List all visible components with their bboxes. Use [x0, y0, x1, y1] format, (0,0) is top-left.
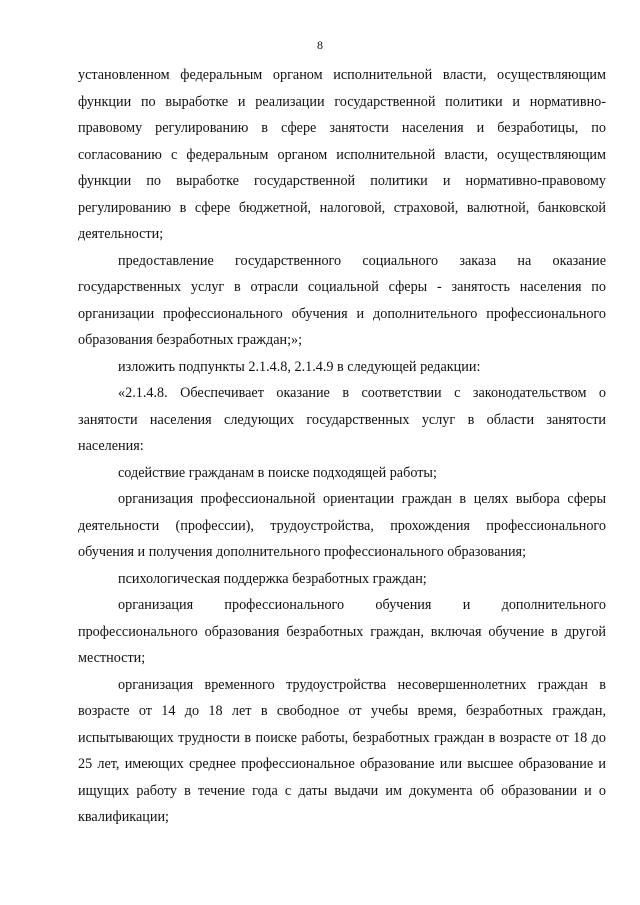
- paragraph-job-search-assistance: содействие гражданам в поиске подходящей работы;: [118, 464, 437, 481]
- paragraph-state-social-order: предоставление государственного социального заказа на оказание государственных услуг в отрасли социальной сферы - занятость населения по организации профессионального обучения и дополнительного профессионального образования безработных граждан;»;: [78, 252, 606, 348]
- paragraph-professional-training: организация профессионального обучения и дополнительного профессионального образования безработных граждан, включая обучение в другой местности;: [78, 597, 606, 666]
- document-body: [78, 62, 606, 831]
- page-number: 8: [317, 38, 323, 52]
- paragraph-professional-orientation: организация профессиональной ориентации граждан в целях выбора сферы деятельности (профессии), трудоустройства, прохождения профессионального обучения и получения дополнительного профессионального образования;: [78, 491, 606, 560]
- paragraph-subclause-2-1-4-8: «2.1.4.8. Обеспечивает оказание в соответствии с законодательством о занятости населения следующих государственных услуг в области занятости населения:: [78, 385, 606, 454]
- paragraph-continuation: установленном федеральным органом исполнительной власти, осуществляющим функции по выработке и реализации государственной политики и нормативно-правовому регулированию в сфере занятости населения и безработицы, по согласованию с федеральным органом исполнительной власти, осуществляющим функции по выработке государственной политики и нормативно-правовому регулированию в сфере бюджетной, налоговой, страховой, валютной, банковской деятельности;: [78, 67, 606, 242]
- paragraph-temporary-employment: организация временного трудоустройства несовершеннолетних граждан в возрасте от 14 до 18 лет в свободное от учебы время, безработных граждан, испытывающих трудности в поиске работы, безработных граждан в возрасте от 18 до 25 лет, имеющих среднее профессиональное образование или высшее образование и ищущих работу в течение года с даты выдачи им документа об образовании и о квалификации;: [78, 676, 606, 825]
- paragraph-psychological-support: психологическая поддержка безработных граждан;: [118, 570, 427, 587]
- paragraph-amendment-instruction: изложить подпункты 2.1.4.8, 2.1.4.9 в следующей редакции:: [118, 358, 481, 375]
